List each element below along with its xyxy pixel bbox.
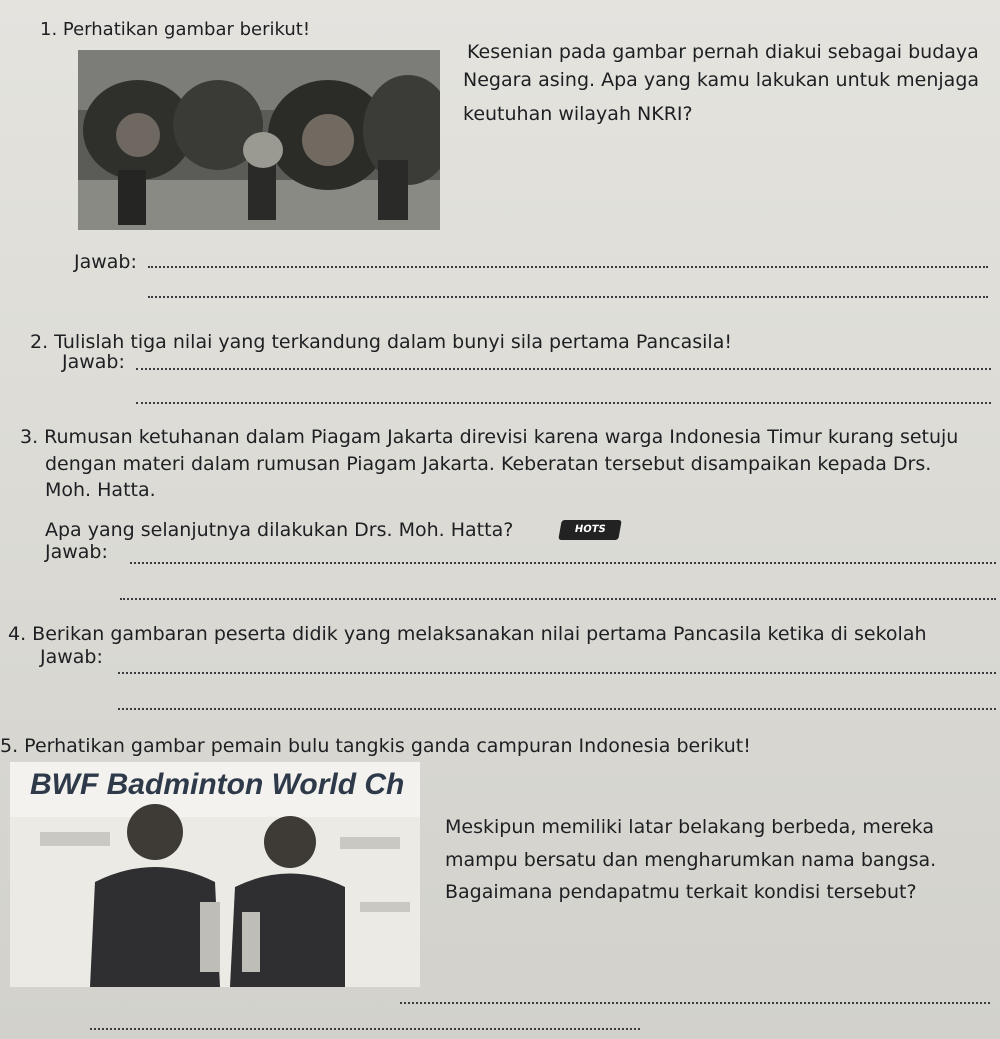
q3-text-line1: 3. Rumusan ketuhanan dalam Piagam Jakarta direvisi karena warga Indonesia Timur kurang setuju (20, 426, 959, 448)
q4-heading: 4. Berikan gambaran peserta didik yang melaksanakan nilai pertama Pancasila ketika di sekolah (8, 623, 927, 645)
q1-answer-line-1[interactable] (148, 266, 988, 268)
q5-answer-line-2[interactable] (90, 1028, 640, 1030)
badminton-players-photo (10, 762, 420, 987)
q3-question: Apa yang selanjutnya dilakukan Drs. Moh. Hatta? (45, 519, 514, 541)
q4-answer-line-1[interactable] (118, 672, 996, 674)
q5-answer-line-1[interactable] (400, 1002, 990, 1004)
q3-answer-line-1[interactable] (130, 562, 996, 564)
q3-text-line2: dengan materi dalam rumusan Piagam Jakarta. Keberatan tersebut disampaikan kepada Drs. (45, 453, 932, 475)
q3-answer-line-2[interactable] (120, 598, 996, 600)
q5-heading: 5. Perhatikan gambar pemain bulu tangkis ganda campuran Indonesia berikut! (0, 735, 751, 757)
banner-text: BWF Badminton World Ch (30, 768, 405, 801)
q3-answer-label: Jawab: (45, 541, 108, 563)
q4-answer-label: Jawab: (40, 646, 103, 668)
q5-text-line1: Meskipun memiliki latar belakang berbeda, mereka (445, 816, 934, 838)
q1-answer-label: Jawab: (74, 251, 137, 273)
q2-answer-label: Jawab: (62, 351, 125, 373)
q3-text-line3: Moh. Hatta. (45, 479, 156, 501)
q2-answer-line-1[interactable] (136, 368, 991, 370)
q1-text-line3: keutuhan wilayah NKRI? (463, 103, 693, 125)
hots-badge: HOTS (558, 520, 622, 540)
q1-answer-line-2[interactable] (148, 296, 988, 298)
q2-answer-line-2[interactable] (136, 402, 991, 404)
q4-answer-line-2[interactable] (118, 708, 996, 710)
reog-dance-photo (78, 50, 440, 230)
q1-text-line1: Kesenian pada gambar pernah diakui sebagai budaya (467, 41, 979, 63)
q5-text-line3: Bagaimana pendapatmu terkait kondisi tersebut? (445, 881, 917, 903)
q2-heading: 2. Tulislah tiga nilai yang terkandung dalam bunyi sila pertama Pancasila! (30, 331, 732, 353)
q5-text-line2: mampu bersatu dan mengharumkan nama bangsa. (445, 849, 937, 871)
q1-text-line2: Negara asing. Apa yang kamu lakukan untuk menjaga (463, 69, 980, 91)
q1-heading: 1. Perhatikan gambar berikut! (40, 19, 311, 40)
reog-dance-illustration (78, 50, 440, 230)
